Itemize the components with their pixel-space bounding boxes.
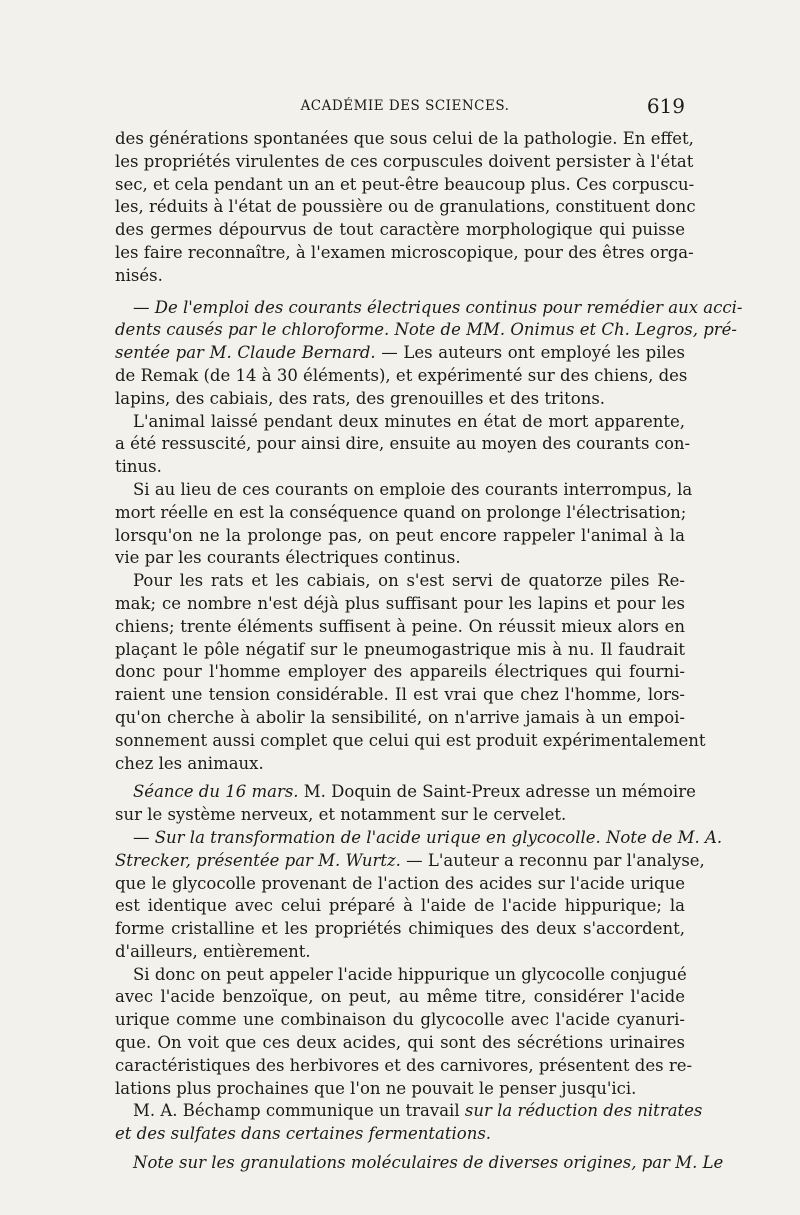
text-line: sur le système nerveux, et notamment sur le cervelet. <box>115 805 567 825</box>
text-line: tinus. <box>115 457 162 477</box>
text-line: Strecker, présentée par M. Wurtz. — L'auteur a reconnu par l'analyse, <box>115 850 705 870</box>
text-line: Si au lieu de ces courants on emploie des courants interrompus, la <box>133 479 693 499</box>
text-line: forme cristalline et les propriétés chimiques des deux s'accordent, <box>115 919 685 939</box>
text-line: L'animal laissé pendant deux minutes en état de mort apparente, <box>133 411 685 431</box>
text-line: Séance du 16 mars. M. Doquin de Saint-Preux adresse un mémoire <box>133 782 696 802</box>
text-line: et des sulfates dans certaines fermentations. <box>115 1124 492 1144</box>
text-line: de Remak (de 14 à 30 éléments), et expérimenté sur des chiens, des <box>115 365 688 385</box>
text-line: mak; ce nombre n'est déjà plus suffisant pour les lapins et pour les <box>115 593 685 613</box>
text-line: des germes dépourvus de tout caractère morphologique qui puisse <box>115 220 685 240</box>
text-line: Note sur les granulations moléculaires de diverses origines, par M. Le <box>133 1153 724 1173</box>
text-line: sec, et cela pendant un an et peut-être beaucoup plus. Ces corpuscu- <box>115 174 695 194</box>
text-line: lations plus prochaines que l'on ne pouvait le penser jusqu'ici. <box>115 1078 637 1098</box>
text-line: Si donc on peut appeler l'acide hippurique un glycocolle conjugué <box>133 964 687 984</box>
text-line: Pour les rats et les cabiais, on s'est servi de quatorze piles Re- <box>133 571 685 591</box>
text-line: des générations spontanées que sous celui de la pathologie. En effet, <box>115 129 694 148</box>
text-line: les, réduits à l'état de poussière ou de granulations, constituent donc <box>115 197 696 217</box>
text-line: lapins, des cabiais, des rats, des grenouilles et des tritons. <box>115 388 606 408</box>
text-line: a été ressuscité, pour ainsi dire, ensuite au moyen des courants con- <box>115 434 691 454</box>
text-line: les propriétés virulentes de ces corpuscules doivent persister à l'état <box>115 151 694 171</box>
text-line: urique comme une combinaison du glycocolle avec l'acide cyanuri- <box>115 1010 685 1030</box>
text-line: chiens; trente éléments suffisent à peine. On réussit mieux alors en <box>115 616 685 636</box>
text-line: plaçant le pôle négatif sur le pneumogastrique mis à nu. Il faudrait <box>115 639 685 659</box>
text-line: dents causés par le chloroforme. Note de MM. Onimus et Ch. Legros, pré- <box>115 320 738 340</box>
text-line: — Sur la transformation de l'acide urique en glycocolle. Note de M. A. <box>133 827 723 847</box>
text-line: — De l'emploi des courants électriques continus pour remédier aux acci- <box>133 297 743 317</box>
text-line: chez les animaux. <box>115 753 264 773</box>
text-line: mort réelle en est la conséquence quand on prolonge l'électrisation; <box>115 502 687 522</box>
text-line: nisés. <box>115 265 163 285</box>
page-header <box>115 94 685 122</box>
text-line: avec l'acide benzoïque, on peut, au même titre, considérer l'acide <box>115 987 685 1007</box>
running-head: ACADÉMIE DES SCIENCES. <box>300 98 510 114</box>
text-line: donc pour l'homme employer des appareils électriques qui fourni- <box>115 662 685 682</box>
page-number: 619 <box>646 94 685 118</box>
body-text <box>115 128 743 1175</box>
text-line: qu'on cherche à abolir la sensibilité, on n'arrive jamais à un empoi- <box>115 707 685 727</box>
text-line: que. On voit que ces deux acides, qui sont des sécrétions urinaires <box>115 1033 685 1053</box>
text-line: M. A. Béchamp communique un travail sur la réduction des nitrates <box>133 1101 703 1121</box>
text-line: est identique avec celui préparé à l'aide de l'acide hippurique; la <box>115 896 685 916</box>
text-line: raient une tension considérable. Il est vrai que chez l'homme, lors- <box>115 685 685 705</box>
text-line: sentée par M. Claude Bernard. — Les auteurs ont employé les piles <box>115 343 685 363</box>
text-line: les faire reconnaître, à l'examen microscopique, pour des êtres orga- <box>115 242 694 262</box>
text-line: que le glycocolle provenant de l'action des acides sur l'acide urique <box>115 873 685 893</box>
text-line: lorsqu'on ne la prolonge pas, on peut encore rappeler l'animal à la <box>115 525 685 545</box>
text-line: d'ailleurs, entièrement. <box>115 941 311 961</box>
text-line: sonnement aussi complet que celui qui est produit expérimentalement <box>115 730 706 750</box>
text-line: caractéristiques des herbivores et des carnivores, présentent des re- <box>115 1055 693 1075</box>
text-line: vie par les courants électriques continus. <box>115 548 461 568</box>
